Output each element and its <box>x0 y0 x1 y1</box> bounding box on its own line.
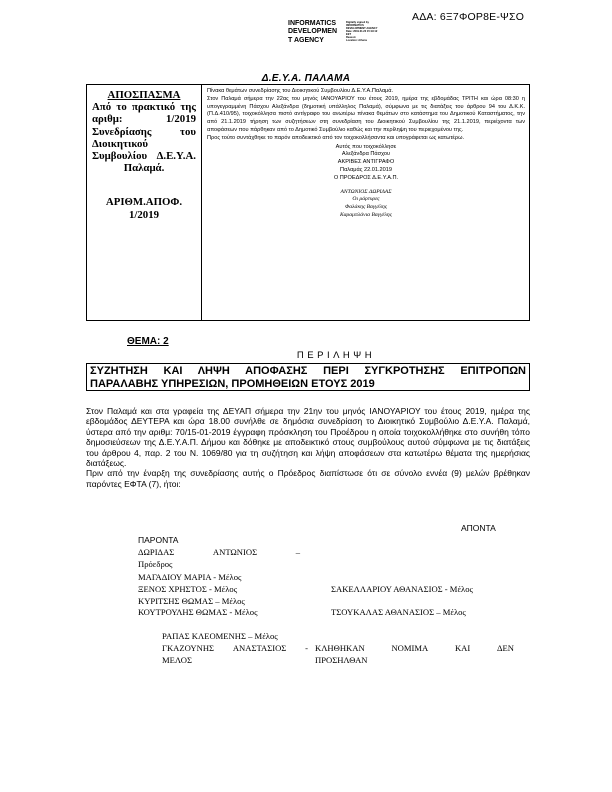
organization-title: Δ.Ε.Υ.Α. ΠΑΛΑΜΑ <box>261 73 351 84</box>
ada-code: ΑΔΑ: 6Ξ7ΦΟΡ8Ε-ΨΣΟ <box>412 11 525 23</box>
digital-signature-stamp <box>288 20 410 54</box>
summary-heading: ΠΕΡΙΛΗΨΗ <box>296 350 376 361</box>
extract-summary <box>87 85 202 320</box>
subject-line: ΠΑΡΑΛΑΒΗΣ ΥΠΗΡΕΣΙΩΝ, ΠΡΟΜΗΘΕΙΩΝ ΕΤΟΥΣ 2019 <box>90 377 375 390</box>
absent-header: ΑΠΟΝΤΑ <box>461 523 496 533</box>
decision-number: 1/2019 <box>129 208 159 221</box>
present-header: ΠΑΡΟΝΤΑ <box>138 535 179 545</box>
stamp-org-name: INFORMATICS DEVELOPMEN T AGENCY <box>288 20 338 44</box>
topic-number: ΘΕΜΑ: 2 <box>127 336 169 347</box>
extract-box <box>86 84 530 321</box>
certificate-paragraph: Προς τούτο συντάχθηκε το παρόν αποδεικτικό από τον τοιχοκολλήσαντα και υπογράφεται ως κατωτέρω. <box>207 134 465 141</box>
certificate-paragraph: Πίνακα θεμάτων συνεδρίασης του Διοικητικού Συμβουλίου Δ.Ε.Υ.Α.Παλαμά. <box>207 88 394 94</box>
body-paragraph: Στον Παλαμά και στα γραφεία της ΔΕΥΑΠ σήμερα την 21ην του μηνός ΙΑΝΟΥΑΡΙΟΥ του έτους 2019, ημέρα της εβδομάδος ΔΕΥΤΕΡΑ και ώρα 18.00 συνήλθε σε δημόσια συνεδρίαση το Διοικητικό Συμβούλιο Δ.Ε.Υ.Α. Παλαμά, ύστερα από την αριθμ: 70/15-01-2019 έγγραφη πρόσκληση του Προέδρου η οποία τοιχοκολλήθηκε στο συνήθη τόπο δημοσιεύσεων της Δ.Ε.Υ.Α.Π. Δήμου και δόθηκε με αποδεικτικό στους συμβούλους αυτού σύμφωνα με τις διατάξεις του άρθρου 4, παρ. 2 του Ν. 1069/80 για τη συζήτηση και λήψη αποφάσεων στα κατωτέρω θέματα της ημερήσιας διατάξεως. <box>86 406 530 469</box>
present-member-gkazounis: ΓΚΑΖΟΥΝΗΣ ΑΝΑΣΤΑΣΙΟΣ - <box>162 643 308 653</box>
certificate-paragraph: Στον Παλαμά σήμερα την 22ας του μηνός ΙΑΝΟΥΑΡΙΟΥ του έτους 2019, ημέρα της εβδομάδας ΤΡΙΤΗ και ώρα 08:30 η υπογεγραμμένη Πάσχου Αλεξάνδρα (δημοτική υπάλληλος Παλαμά), σύμφωνα με τις διατάξεις του άρθρου 94 του Δ.Κ.Κ. (Π.Δ.410/95), τοιχοκόλλησα πιστό αντίγραφο του ανωτέρω πίνακα θεμάτων στο κατάστημα του Δημοτικού Καταστήματος, την από 21.1.2019 τήρηση των συζητήσεων στη συνεδρίαση του Διοικητικού Συμβουλίου της 21.1.2019, περιέχοντα των αποφάσεων που πάρθηκαν από το Δημοτικό Συμβούλιο καθώς και την περίληψη του περιεχομένου της. <box>207 95 525 133</box>
decision-number-label: ΑΡΙΘΜ.ΑΠΟΦ. <box>105 196 183 209</box>
present-member-president: ΔΩΡΙΔΑΣ ΑΝΤΩΝΙΟΣ – <box>138 547 300 557</box>
body-paragraph: Πριν από την έναρξη της συνεδρίασης αυτής ο Πρόεδρος διαπίστωσε ότι σε σύνολο εννέα (9) μελών βρέθηκαν παρόντες ΕΦΤΑ (7), ήτοι: <box>86 468 530 489</box>
present-member: ΡΑΠΑΣ ΚΛΕΟΜΕΝΗΣ – Μέλος <box>162 631 278 641</box>
present-member: ΞΕΝΟΣ ΧΡΗΣΤΟΣ - Μέλος <box>138 584 238 594</box>
subject-line: ΣΥΖΗΤΗΣΗ ΚΑΙ ΛΗΨΗ ΑΠΟΦΑΣΗΣ ΠΕΡΙ ΣΥΓΚΡΟΤΗΣΗΣ ΕΠΙΤΡΟΠΩΝ <box>90 365 526 377</box>
present-member: ΚΟΥΤΡΟΥΛΗΣ ΘΩΜΑΣ - Μέλος <box>138 607 258 617</box>
subject-box <box>86 363 530 391</box>
absent-member: ΤΣΟΥΚΑΛΑΣ ΑΘΑΝΑΣΙΟΣ – Μέλος <box>331 607 466 617</box>
witnesses-signature: ΑΝΤΩΝΙΟΣ ΔΩΡΙΔΑΣ Οι μάρτυρες Φαλάκης Βαγγέλης Καραμπλάνια Βαγγέλης <box>340 188 392 218</box>
posting-certificate <box>203 85 529 320</box>
absent-member: ΣΑΚΕΛΛΑΡΙΟΥ ΑΘΑΝΑΣΙΟΣ - Μέλος <box>331 584 473 594</box>
absent-note-cont: ΠΡΟΣΗΛΘΑΝ <box>315 655 368 665</box>
present-member-role: Πρόεδρος <box>138 559 173 569</box>
extract-title: ΑΠΟΣΠΑΣΜΑ <box>107 89 181 101</box>
stamp-signature-details: Digitally signed by INFORMATICS DEVELOPMENT AGENCY Date: 2019.01.22 15:19:12 EET Reason: Location: Athens <box>346 21 378 43</box>
absent-note: ΚΛΗΘΗΚΑΝ ΝΟΜΙΜΑ ΚΑΙ ΔΕΝ <box>315 643 514 653</box>
extract-description: Από το πρακτικό της αριθμ: 1/2019 Συνεδρίασης του Διοικητικού Συμβουλίου Δ.Ε.Υ.Α. Παλαμά. <box>92 101 196 175</box>
present-member-role: ΜΕΛΟΣ <box>162 655 192 665</box>
certificate-signature: Αυτός που τοιχοκόλλησε Αλεξάνδρα Πάσχου ΑΚΡΙΒΕΣ ΑΝΤΙΓΡΑΦΟ Παλαμάς 22.01.2019 Ο ΠΡΟΕΔΡΟΣ Δ.Ε.Υ.Α.Π. <box>333 143 399 181</box>
present-member: ΚΥΡΙΤΣΗΣ ΘΩΜΑΣ – Μέλος <box>138 596 245 606</box>
present-member: ΜΑΓΑΔΙΟΥ ΜΑΡΙΑ - Μέλος <box>138 572 242 582</box>
minutes-body <box>86 406 530 489</box>
